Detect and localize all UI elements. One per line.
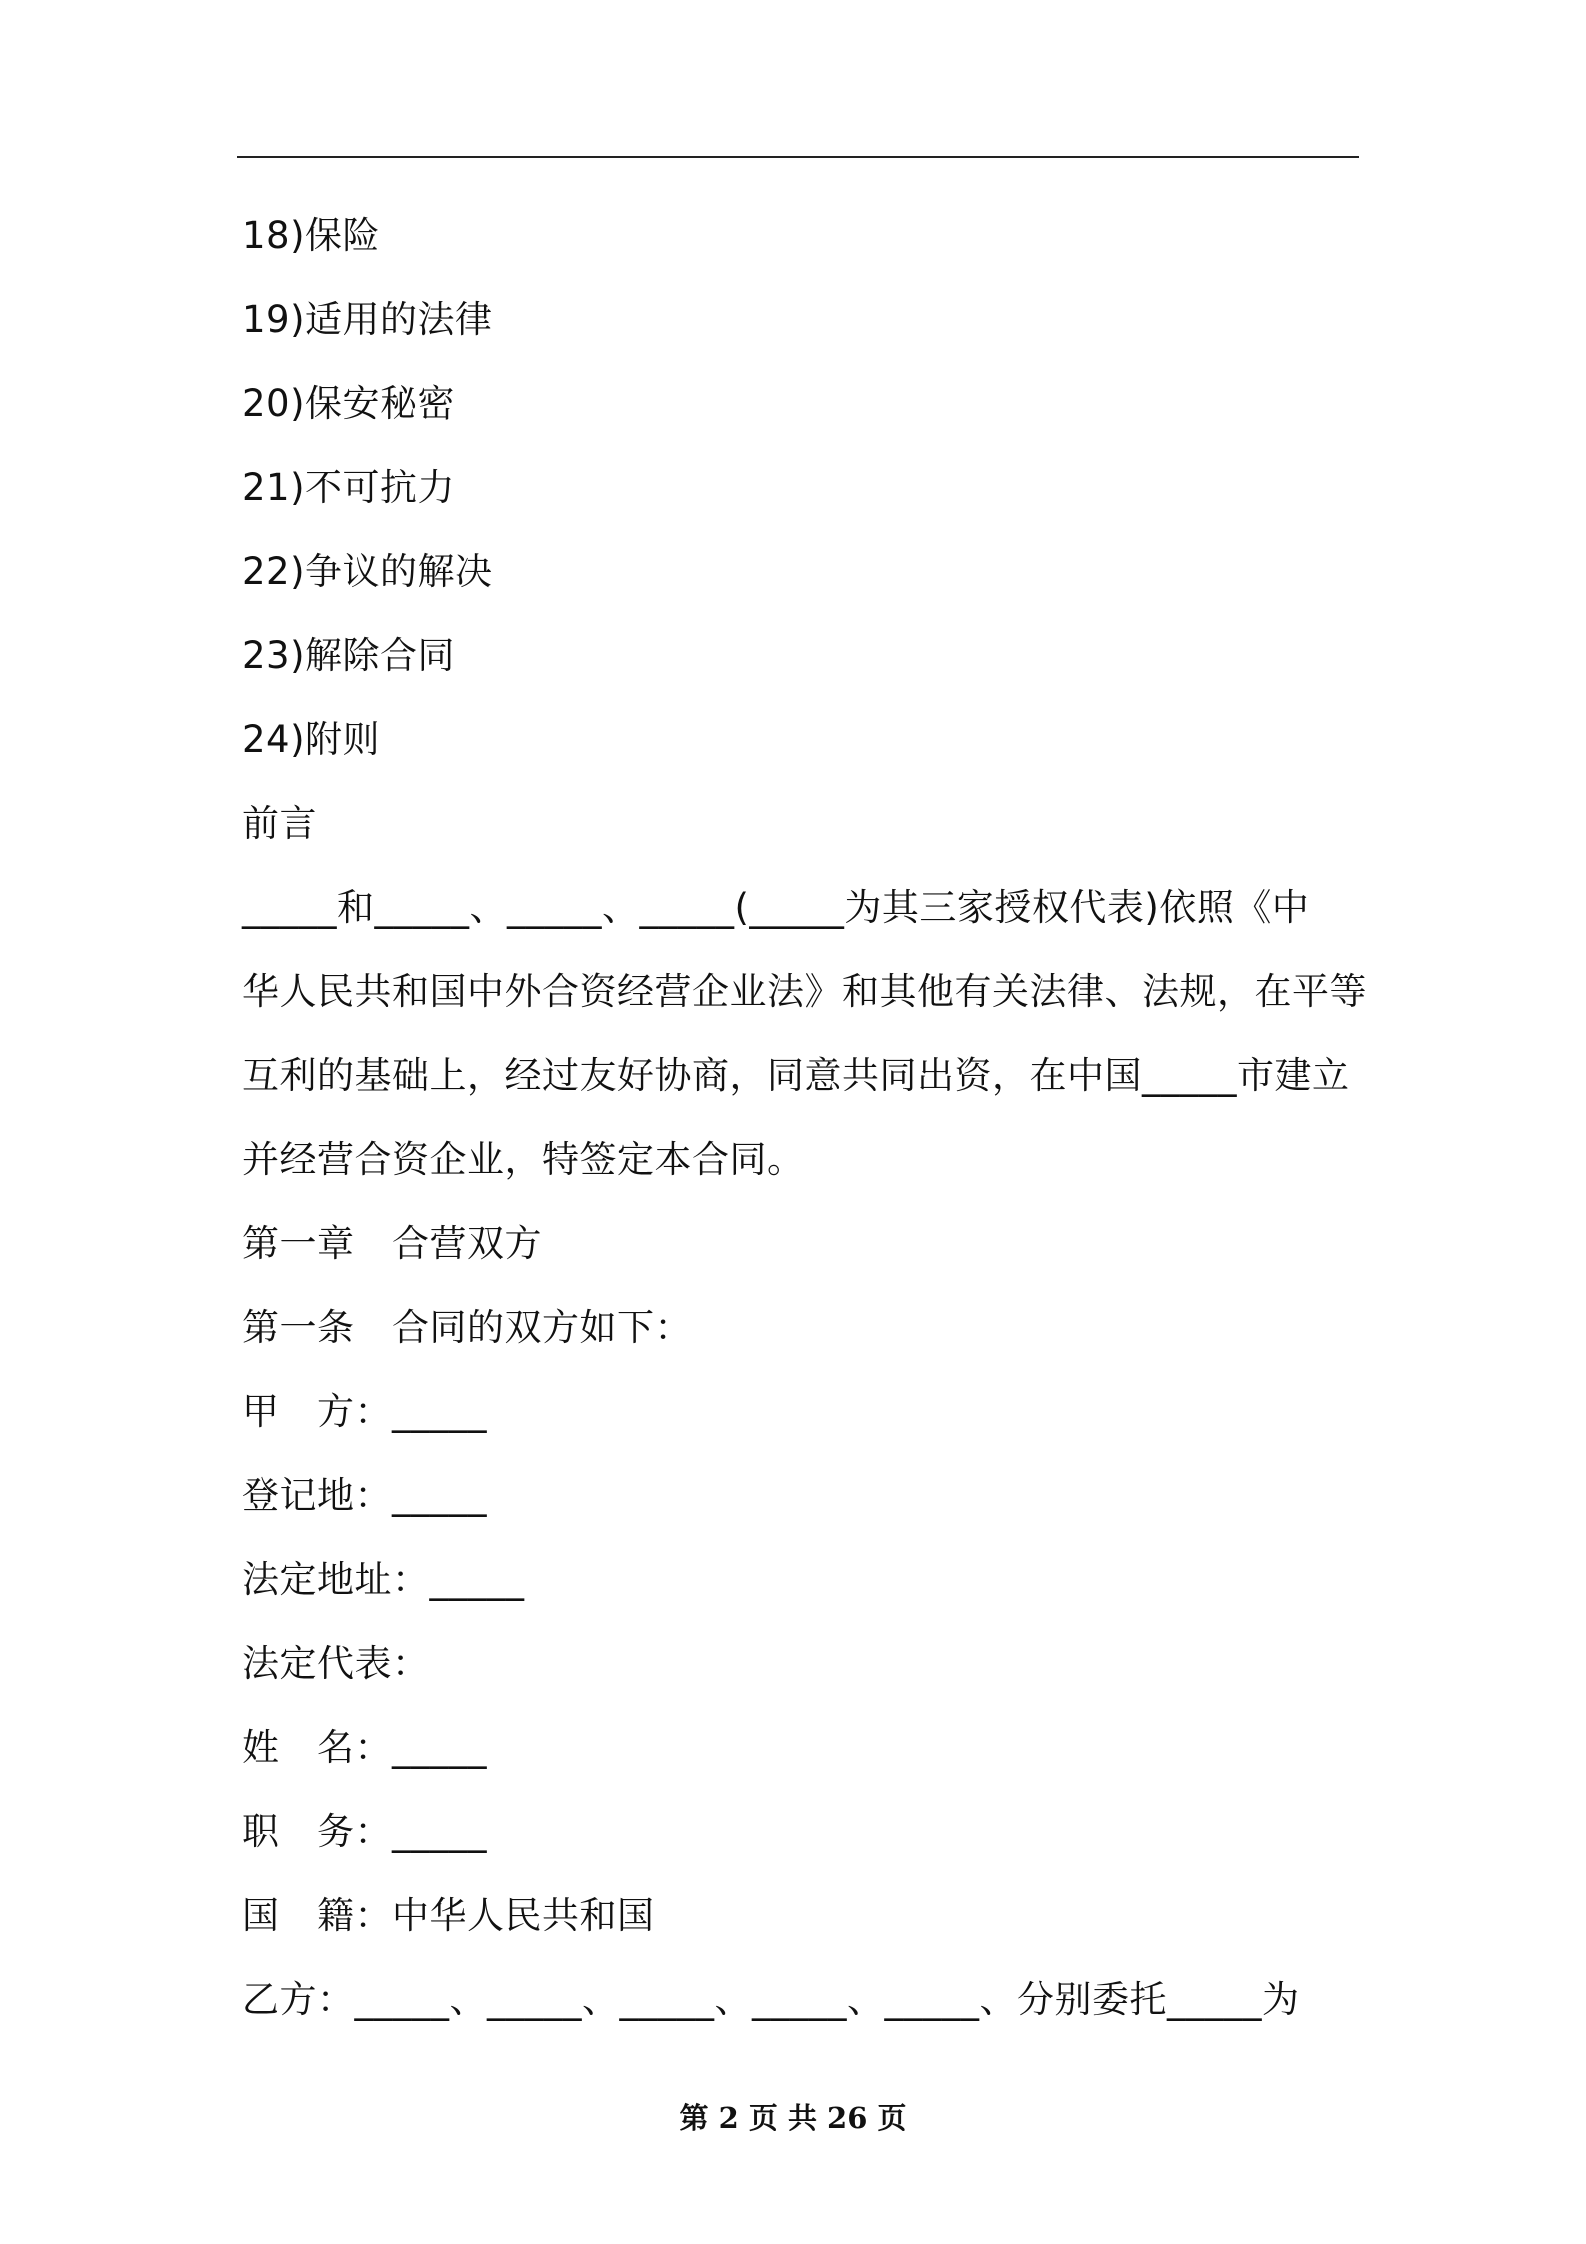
- preface-line: 并经营合资企业，特签定本合同。: [242, 1138, 805, 1181]
- field-position: 职 务：_____: [242, 1810, 487, 1853]
- toc-item-23: 23)解除合同: [242, 634, 456, 677]
- field-legal-representative: 法定代表：: [242, 1642, 430, 1685]
- chapter-title: 第一章 合营双方: [242, 1222, 542, 1265]
- header-rule: [237, 156, 1359, 158]
- toc-item-20: 20)保安秘密: [242, 382, 456, 425]
- preface-line: _____和_____、_____、_____(_____为其三家授权代表)依照《中: [242, 886, 1310, 929]
- preface-line: 互利的基础上，经过友好协商，同意共同出资，在中国_____市建立: [242, 1054, 1350, 1097]
- field-party-a: 甲 方：_____: [242, 1390, 487, 1433]
- toc-item-19: 19)适用的法律: [242, 298, 493, 341]
- field-registration-place: 登记地：_____: [242, 1474, 487, 1517]
- toc-item-18: 18)保险: [242, 214, 381, 257]
- page-footer: [0, 2096, 1586, 2137]
- field-legal-address: 法定地址：_____: [242, 1558, 525, 1601]
- field-nationality: 国 籍：中华人民共和国: [242, 1894, 655, 1937]
- preface-heading: 前言: [242, 802, 317, 845]
- article-title: 第一条 合同的双方如下：: [242, 1306, 692, 1349]
- toc-item-22: 22)争议的解决: [242, 550, 493, 593]
- document-body: [242, 194, 1367, 2042]
- field-party-b: 乙方：_____、_____、_____、_____、_____、分别委托_____为: [242, 1978, 1300, 2021]
- page-number-label: 第 2 页 共 26 页: [679, 2101, 907, 2135]
- field-name: 姓 名：_____: [242, 1726, 487, 1769]
- toc-item-21: 21)不可抗力: [242, 466, 456, 509]
- preface-line: 华人民共和国中外合资经营企业法》和其他有关法律、法规，在平等: [242, 970, 1367, 1013]
- toc-item-24: 24)附则: [242, 718, 381, 761]
- preface-paragraph: [242, 866, 1367, 1202]
